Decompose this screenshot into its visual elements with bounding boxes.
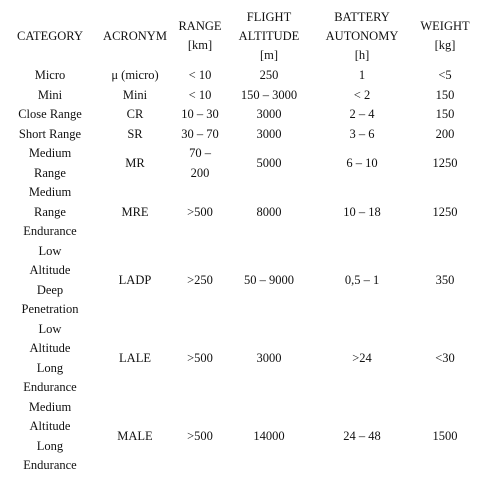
- cell-range: 10 – 30: [181, 107, 219, 121]
- cell-altitude: 3000: [256, 107, 282, 121]
- cell-altitude: 3000: [256, 126, 282, 141]
- cell-autonomy: 2 – 4: [349, 107, 375, 121]
- header-flight-altitude: FLIGHT ALTITUDE [m]: [238, 9, 300, 62]
- cell-autonomy: 6 – 10: [346, 155, 378, 170]
- cell-acronym: MRE: [121, 204, 149, 219]
- cell-category: Mini: [37, 87, 63, 102]
- cell-altitude: 50 – 9000: [244, 272, 294, 287]
- table-row: [4, 66, 478, 86]
- cell-acronym: LALE: [119, 350, 151, 365]
- cell-category: Low Altitude Deep Penetration: [21, 243, 79, 316]
- cell-weight: <30: [435, 350, 455, 365]
- table-row: [4, 125, 478, 145]
- cell-range: >250: [187, 272, 213, 287]
- cell-weight: 200: [435, 126, 455, 141]
- cell-acronym: MALE: [117, 428, 153, 443]
- header-row: [4, 6, 478, 66]
- cell-range: 30 – 70: [181, 126, 219, 141]
- table-row: [4, 320, 478, 398]
- header-weight: WEIGHT [kg]: [420, 19, 470, 52]
- table-body: [4, 66, 478, 476]
- cell-category: Medium Range: [28, 146, 72, 180]
- cell-autonomy: 0,5 – 1: [344, 272, 380, 287]
- table-row: [4, 105, 478, 125]
- cell-weight: <5: [438, 68, 452, 82]
- table-row: [4, 86, 478, 106]
- uav-category-table: [4, 6, 478, 476]
- header-category: CATEGORY: [17, 28, 83, 43]
- cell-range: >500: [187, 204, 213, 219]
- cell-autonomy: 24 – 48: [343, 428, 381, 443]
- cell-weight: 1250: [432, 155, 458, 170]
- cell-altitude: 250: [259, 68, 279, 82]
- cell-weight: 150: [435, 107, 455, 121]
- cell-category: Close Range: [18, 107, 82, 121]
- cell-category: Micro: [34, 68, 66, 82]
- header-acronym: ACRONYM: [103, 28, 167, 43]
- cell-weight: 350: [435, 272, 455, 287]
- table-header: [4, 6, 478, 66]
- cell-altitude: 14000: [253, 428, 285, 443]
- cell-acronym: LADP: [118, 272, 152, 287]
- cell-range: < 10: [188, 68, 212, 82]
- table-row: [4, 144, 478, 183]
- cell-altitude: 150 – 3000: [240, 87, 298, 102]
- cell-altitude: 5000: [256, 155, 282, 170]
- header-range: RANGE [km]: [178, 19, 222, 52]
- cell-range: 70 – 200: [189, 146, 211, 180]
- cell-autonomy: >24: [352, 350, 372, 365]
- cell-weight: 1500: [432, 428, 458, 443]
- cell-weight: 1250: [432, 204, 458, 219]
- cell-weight: 150: [435, 87, 455, 102]
- cell-autonomy: < 2: [353, 87, 371, 102]
- cell-autonomy: 1: [358, 68, 366, 82]
- cell-altitude: 3000: [256, 350, 282, 365]
- header-battery-autonomy: BATTERY AUTONOMY [h]: [325, 9, 399, 62]
- cell-category: Low Altitude Long Endurance: [23, 321, 77, 394]
- cell-autonomy: 3 – 6: [349, 126, 375, 141]
- cell-autonomy: 10 – 18: [343, 204, 381, 219]
- table-row: [4, 398, 478, 476]
- cell-acronym: μ (micro): [111, 68, 159, 82]
- cell-range: >500: [187, 428, 213, 443]
- cell-acronym: Mini: [122, 87, 148, 102]
- cell-category: Medium Altitude Long Endurance: [23, 399, 77, 472]
- cell-range: < 10: [188, 87, 212, 102]
- cell-range: >500: [187, 350, 213, 365]
- cell-acronym: MR: [125, 155, 145, 170]
- cell-altitude: 8000: [256, 204, 282, 219]
- cell-category: Short Range: [18, 126, 82, 141]
- cell-category: Medium Range Endurance: [23, 185, 77, 238]
- table-row: [4, 242, 478, 320]
- cell-acronym: SR: [127, 126, 143, 141]
- cell-acronym: CR: [126, 107, 144, 121]
- table-row: [4, 183, 478, 242]
